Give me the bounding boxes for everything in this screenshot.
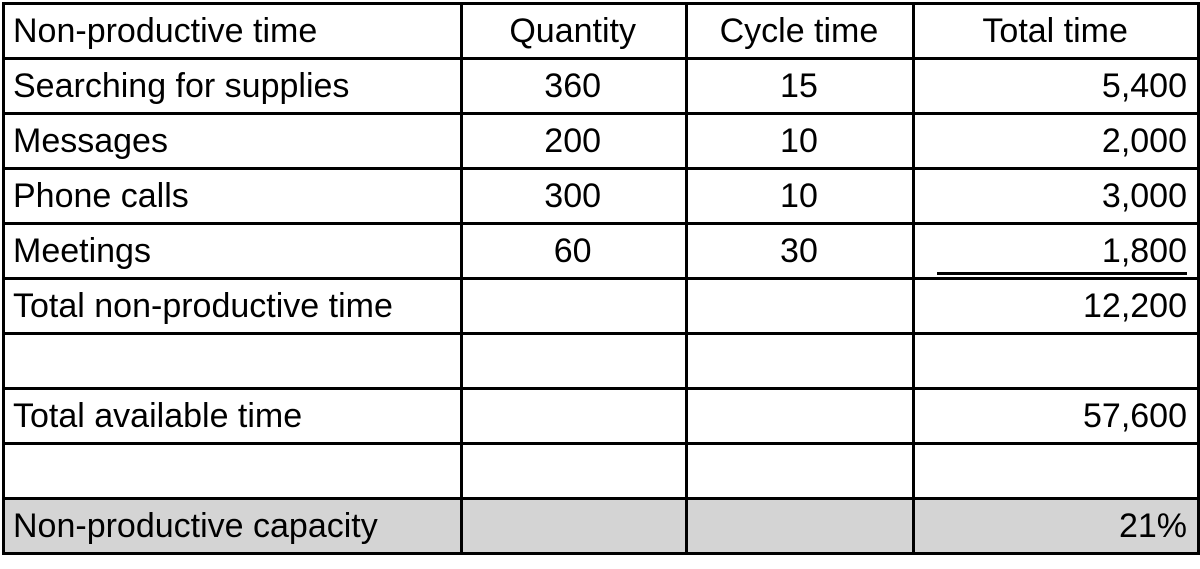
empty-cell — [461, 389, 686, 444]
header-cycle-time: Cycle time — [686, 4, 914, 59]
empty-cell — [461, 334, 686, 389]
nonproductive-time-table — [2, 2, 1200, 555]
empty-cell — [686, 389, 914, 444]
total-available-row — [4, 389, 1199, 444]
row-total-time: 3,000 — [914, 169, 1199, 224]
row-cycle-time: 30 — [686, 224, 914, 279]
row-total-time-cell — [914, 224, 1199, 279]
row-quantity: 300 — [461, 169, 686, 224]
row-label: Meetings — [4, 224, 462, 279]
header-total-time: Total time — [914, 4, 1199, 59]
row-quantity: 200 — [461, 114, 686, 169]
row-quantity: 360 — [461, 59, 686, 114]
blank-row — [4, 334, 1199, 389]
total-available-value: 57,600 — [914, 389, 1199, 444]
total-nonproductive-row — [4, 279, 1199, 334]
row-label: Searching for supplies — [4, 59, 462, 114]
table-row — [4, 59, 1199, 114]
empty-cell — [461, 279, 686, 334]
row-cycle-time: 10 — [686, 114, 914, 169]
row-label: Messages — [4, 114, 462, 169]
header-quantity: Quantity — [461, 4, 686, 59]
empty-cell — [4, 444, 462, 499]
empty-cell — [686, 444, 914, 499]
empty-cell — [461, 499, 686, 554]
empty-cell — [914, 334, 1199, 389]
capacity-row — [4, 499, 1199, 554]
capacity-label: Non-productive capacity — [4, 499, 462, 554]
sum-underline — [937, 272, 1187, 275]
blank-row — [4, 444, 1199, 499]
header-row — [4, 4, 1199, 59]
header-nonproductive-time: Non-productive time — [4, 4, 462, 59]
row-quantity: 60 — [461, 224, 686, 279]
row-cycle-time: 10 — [686, 169, 914, 224]
row-total-time: 2,000 — [914, 114, 1199, 169]
capacity-value: 21% — [914, 499, 1199, 554]
row-total-time: 5,400 — [914, 59, 1199, 114]
row-cycle-time: 15 — [686, 59, 914, 114]
empty-cell — [686, 334, 914, 389]
empty-cell — [4, 334, 462, 389]
row-total-time: 1,800 — [1101, 232, 1187, 270]
empty-cell — [914, 444, 1199, 499]
total-nonproductive-label: Total non-productive time — [4, 279, 462, 334]
empty-cell — [686, 499, 914, 554]
table-row — [4, 114, 1199, 169]
empty-cell — [461, 444, 686, 499]
table-row — [4, 224, 1199, 279]
table-row — [4, 169, 1199, 224]
total-available-label: Total available time — [4, 389, 462, 444]
empty-cell — [686, 279, 914, 334]
total-nonproductive-value: 12,200 — [914, 279, 1199, 334]
row-label: Phone calls — [4, 169, 462, 224]
